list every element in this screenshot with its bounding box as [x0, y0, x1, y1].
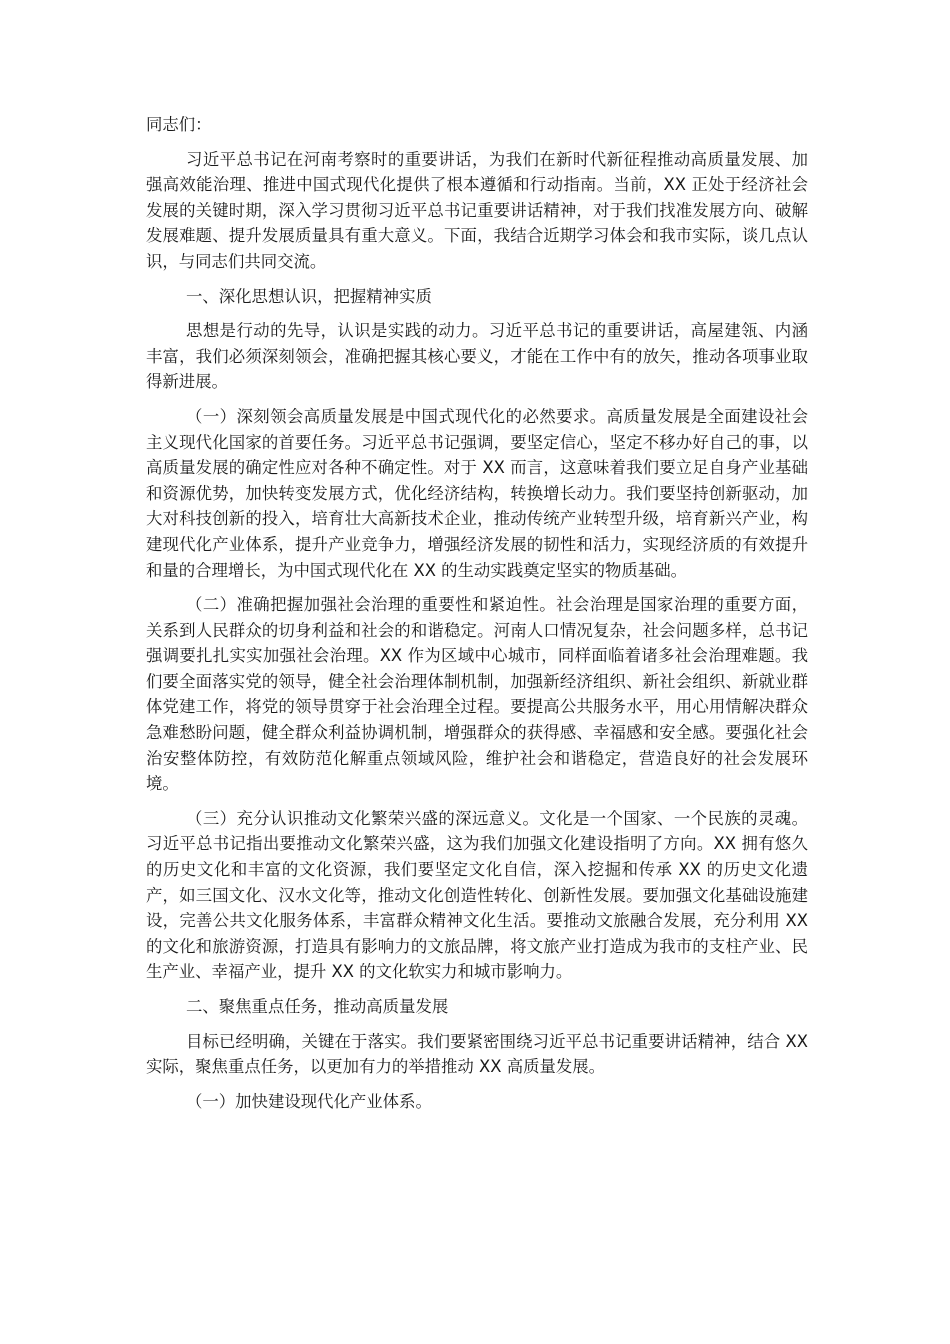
section-heading-2: 二、聚焦重点任务，推动高质量发展 — [186, 997, 449, 1016]
section-2-item-1-heading: （一）加快建设现代化产业体系。 — [186, 1091, 432, 1111]
salutation: 同志们： — [146, 115, 212, 134]
section-1-item-2-paragraph: （二）准确把握加强社会治理的重要性和紧迫性。社会治理是国家治理的重要方面，关系到人民群众的切身利益和社会的和谐稳定。河南人口情况复杂，社会问题多样，总书记强调要扎扎实实加强社会治理。XX 作为区域中心城市，同样面临着诸多社会治理难题。我们要全面落实党的领导，健全社会治理体制机制，加强新经济组织、新社会组织、新就业群体党建工作，将党的领导贯穿于社会治理全过程。要提高公共服务水平，用心用情解决群众急难愁盼问题，健全群众利益协调机制，增强群众的获得感、幸福感和安全感。要强化社会治安整体防控，有效防范化解重点领域风险，维护社会和谐稳定，营造良好的社会发展环境。 — [146, 595, 808, 794]
document-page — [146, 112, 808, 1123]
section-1-item-3-paragraph: （三）充分认识推动文化繁荣兴盛的深远意义。文化是一个国家、一个民族的灵魂。习近平总书记指出要推动文化繁荣兴盛，这为我们加强文化建设指明了方向。XX 拥有悠久的历史文化和丰富的文化资源，我们要坚定文化自信，深入挖掘和传承 XX 的历史文化遗产，如三国文化、汉水文化等，推动文化创造性转化、创新性发展。要加强文化基础设施建设，完善公共文化服务体系，丰富群众精神文化生活。要推动文旅融合发展，充分利用 XX 的文化和旅游资源，打造具有影响力的文旅品牌，将文旅产业打造成为我市的支柱产业、民生产业、幸福产业，提升 XX 的文化软实力和城市影响力。 — [146, 808, 808, 982]
intro-paragraph: 习近平总书记在河南考察时的重要讲话，为我们在新时代新征程推动高质量发展、加强高效能治理、推进中国式现代化提供了根本遵循和行动指南。当前，XX 正处于经济社会发展的关键时期，深入学习贯彻习近平总书记重要讲话精神，对于我们找准发展方向、破解发展难题、提升发展质量具有重大意义。下面，我结合近期学习体会和我市实际，谈几点认识，与同志们共同交流。 — [146, 149, 808, 271]
section-2-intro-paragraph: 目标已经明确，关键在于落实。我们要紧密围绕习近平总书记重要讲话精神，结合 XX 实际，聚焦重点任务，以更加有力的举措推动 XX 高质量发展。 — [146, 1031, 808, 1077]
section-heading-1: 一、深化思想认识，把握精神实质 — [186, 286, 432, 306]
section-1-intro-paragraph: 思想是行动的先导，认识是实践的动力。习近平总书记的重要讲话，高屋建瓴、内涵丰富，我们必须深刻领会，准确把握其核心要义，才能在工作中有的放矢，推动各项事业取得新进展。 — [146, 321, 808, 392]
section-1-item-1-paragraph: （一）深刻领会高质量发展是中国式现代化的必然要求。高质量发展是全面建设社会主义现代化国家的首要任务。习近平总书记强调，要坚定信心，坚定不移办好自己的事，以高质量发展的确定性应对各种不确定性。对于 XX 而言，这意味着我们要立足自身产业基础和资源优势，加快转变发展方式，优化经济结构，转换增长动力。我们要坚持创新驱动，加大对科技创新的投入，培育壮大高新技术企业，推动传统产业转型升级，培育新兴产业，构建现代化产业体系，提升产业竞争力，增强经济发展的韧性和活力，实现经济质的有效提升和量的合理增长，为中国式现代化在 XX 的生动实践奠定坚实的物质基础。 — [146, 406, 808, 580]
